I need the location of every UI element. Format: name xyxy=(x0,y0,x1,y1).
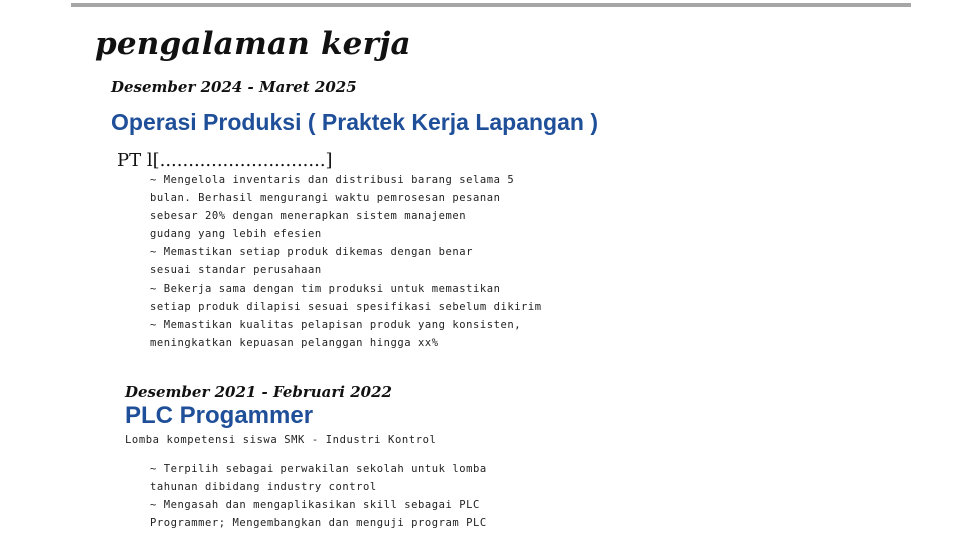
job-1-bullet-line: bulan. Berhasil mengurangi waktu pemrosesan pesanan xyxy=(150,192,501,205)
job-1-bullet-line: sesuai standar perusahaan xyxy=(150,264,322,277)
job-1-bullet-line: ~ Bekerja sama dengan tim produksi untuk memastikan xyxy=(150,282,501,295)
job-2-bullet-line: ~ Mengasah dan mengaplikasikan skill sebagai PLC xyxy=(150,499,480,512)
job-2-bullet-line: Programmer; Mengembangkan dan menguji program PLC xyxy=(150,517,487,530)
top-divider xyxy=(71,3,911,7)
job-1-bullet-line: ~ Memastikan setiap produk dikemas dengan benar xyxy=(150,246,473,259)
job-1-date: Desember 2024 - Maret 2025 xyxy=(111,78,357,96)
job-1-bullet-line: ~ Mengelola inventaris dan distribusi barang selama 5 xyxy=(150,174,515,186)
job-1-title: Operasi Produksi ( Praktek Kerja Lapangan ) xyxy=(111,109,598,135)
job-2-subtitle: Lomba kompetensi siswa SMK - Industri Kontrol xyxy=(125,434,437,446)
job-1-bullet-line: setiap produk dilapisi sesuai spesifikasi sebelum dikirim xyxy=(150,300,542,313)
job-1-bullet-line: sebesar 20% dengan menerapkan sistem manajemen xyxy=(150,210,467,223)
job-1-bullet-line: ~ Memastikan kualitas pelapisan produk yang konsisten, xyxy=(150,318,522,331)
job-2-bullet-line: tahunan dibidang industry control xyxy=(150,481,377,494)
job-2-date: Desember 2021 - Februari 2022 xyxy=(125,383,392,401)
job-1-bullet-list xyxy=(150,171,542,352)
job-1-bullet-line: gudang yang lebih efesien xyxy=(150,228,322,241)
job-2-title: PLC Progammer xyxy=(125,402,314,429)
job-1-bullet-line: meningkatkan kepuasan pelanggan hingga xx% xyxy=(150,336,439,349)
job-1-company: PT l[.............................] xyxy=(117,150,333,171)
job-2-bullet-list xyxy=(150,460,510,532)
section-title: pengalaman kerja xyxy=(95,26,411,62)
job-2-bullet-line: ~ Terpilih sebagai perwakilan sekolah untuk lomba xyxy=(150,463,487,475)
